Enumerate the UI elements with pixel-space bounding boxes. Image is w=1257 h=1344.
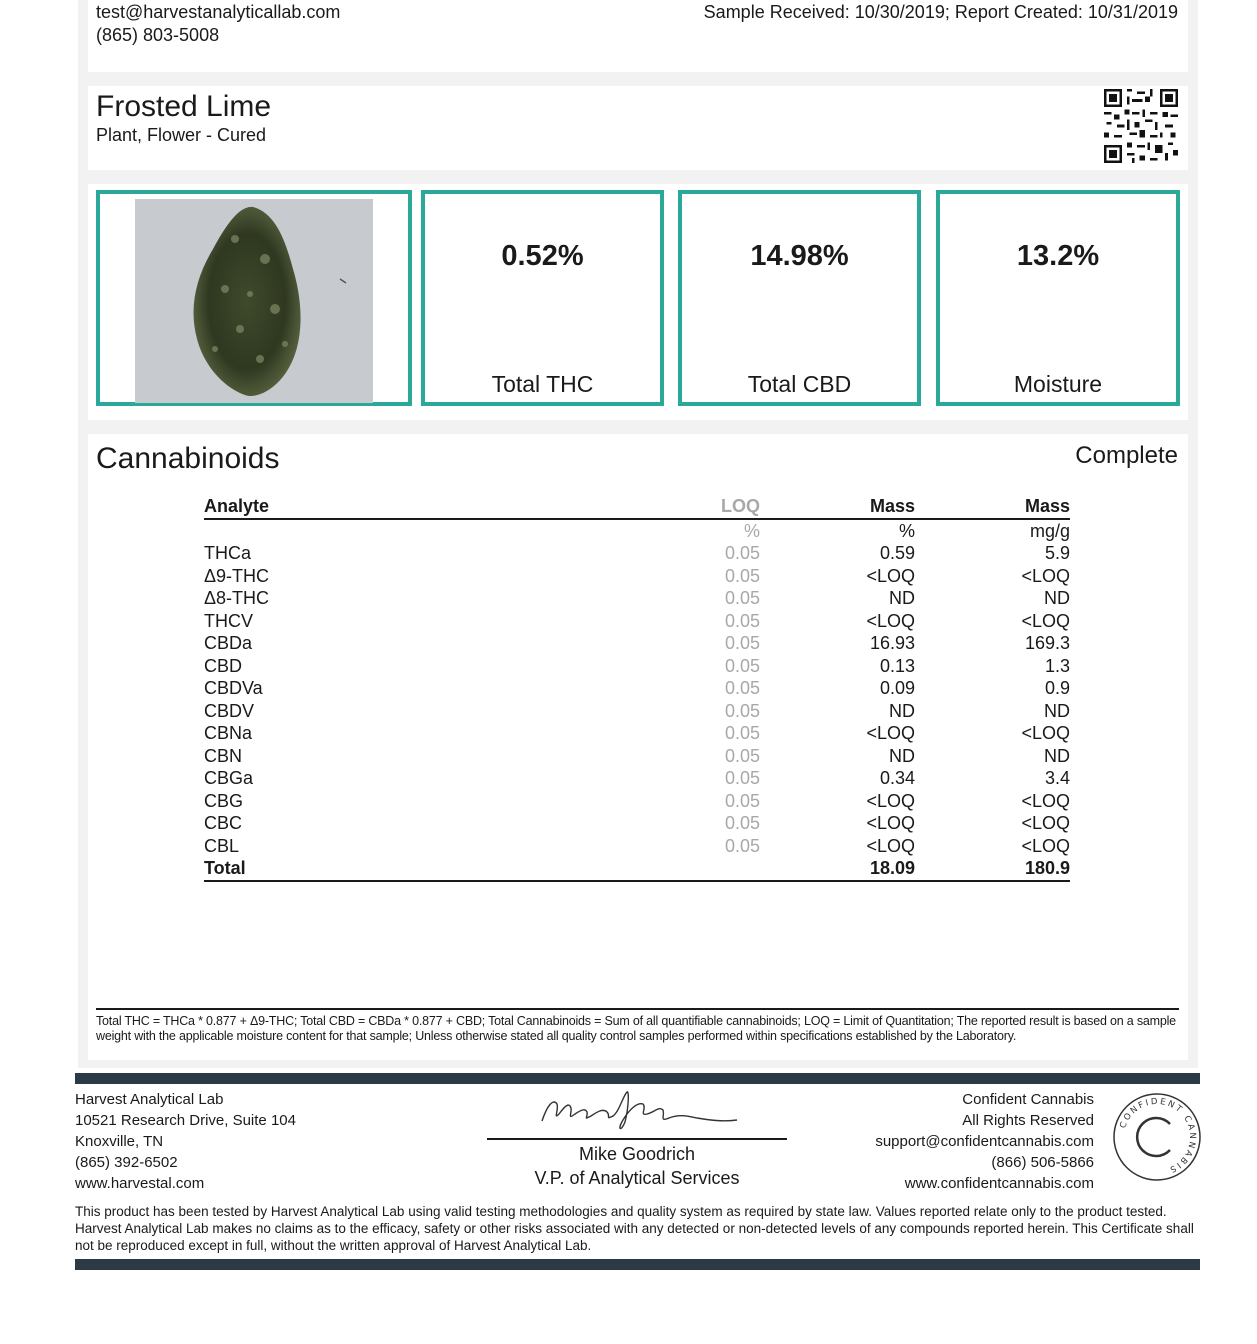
- table-row: [204, 565, 1070, 588]
- mass-percent-value: 0.59: [879, 543, 915, 563]
- footnote: Total THC = THCa * 0.877 + Δ9-THC; Total CBD = CBDa * 0.877 + CBD; Total Cannabinoids = Sum of all quantifiable cannabinoids; LOQ = Limit of Quantitation; The reported result is based on a sample weight with the applicable moisture content for that sample; Unless otherwise stated all quality control samples performed within specifications established by the Laboratory.: [96, 1008, 1179, 1044]
- total-cbd-tile: [678, 190, 921, 406]
- table-row: [204, 722, 1070, 745]
- moisture-label: Moisture: [1013, 371, 1103, 397]
- table-row: [204, 790, 1070, 813]
- lab-email[interactable]: test@harvestanalyticallab.com: [96, 2, 341, 22]
- loq-value: 0.05: [724, 813, 760, 833]
- provider-rights: All Rights Reserved: [962, 1112, 1094, 1129]
- column-header-analyte: Analyte: [204, 495, 684, 519]
- analyte-name: CBG: [204, 790, 244, 811]
- analyte-name: CBDVa: [204, 678, 263, 698]
- mass-percent-value: <LOQ: [866, 790, 915, 811]
- provider-info: [875, 1089, 1094, 1194]
- analyte-name: Δ9-THC: [204, 565, 270, 586]
- mass-percent-value: <LOQ: [866, 723, 915, 743]
- analyte-name: THCV: [204, 610, 253, 631]
- total-thc-value: 0.52%: [501, 240, 584, 272]
- analyte-name: THCa: [204, 543, 252, 563]
- sample-photo[interactable]: [135, 199, 373, 403]
- unit-cell: [204, 519, 684, 543]
- logo-text: CONFIDENT CANNABIS: [1118, 1096, 1198, 1175]
- lab-phone: (865) 803-5008: [96, 25, 220, 45]
- mass-percent-value: 0.34: [879, 768, 915, 788]
- signature-block: [487, 1086, 787, 1190]
- loq-value: 0.05: [724, 588, 760, 608]
- mass-percent-value: ND: [889, 700, 915, 721]
- cannabinoid-table: [204, 495, 1070, 882]
- table-row: [204, 542, 1070, 565]
- loq-value: 0.05: [724, 565, 760, 586]
- loq-value: 0.05: [724, 700, 760, 721]
- analyte-name: CBN: [204, 745, 243, 766]
- section-title: Cannabinoids: [96, 442, 280, 475]
- signer-role: V.P. of Analytical Services: [534, 1168, 740, 1188]
- footer-top-bar: [75, 1073, 1200, 1084]
- lab-website-link[interactable]: www.harvestal.com: [75, 1175, 205, 1192]
- loq-value: 0.05: [724, 745, 760, 766]
- mass-mg-value: <LOQ: [1021, 610, 1070, 631]
- analyte-name: CBC: [204, 813, 243, 833]
- mass-mg-value: ND: [1044, 700, 1070, 721]
- svg-text:CONFIDENT CANNABIS: [1118, 1097, 1197, 1175]
- mass-percent-value: ND: [889, 588, 915, 608]
- mass-mg-value: 0.9: [1044, 678, 1070, 698]
- mass-mg-value: <LOQ: [1021, 723, 1070, 743]
- unit-cell: %: [743, 520, 760, 541]
- product-type: Plant, Flower - Cured: [96, 125, 267, 145]
- mass-percent-value: ND: [889, 745, 915, 766]
- unit-cell: mg/g: [1029, 520, 1070, 541]
- lab-address-line2: Knoxville, TN: [75, 1133, 164, 1150]
- moisture-value: 13.2%: [1016, 240, 1100, 272]
- summary-card: [88, 184, 1188, 420]
- mass-percent-value: <LOQ: [866, 610, 915, 631]
- table-row: [204, 610, 1070, 633]
- total-mass-percent: 18.09: [760, 857, 915, 881]
- total-label: Total: [204, 857, 684, 881]
- table-header-row: [204, 495, 1070, 519]
- contact-card: [88, 0, 1188, 72]
- total-cbd-value: 14.98%: [750, 240, 849, 272]
- qr-code-icon[interactable]: [1104, 89, 1178, 163]
- table-row: [204, 700, 1070, 723]
- analyte-name: CBL: [204, 835, 240, 856]
- total-loq: [684, 857, 760, 881]
- lab-name: Harvest Analytical Lab: [75, 1091, 224, 1108]
- signer-name: Mike Goodrich: [578, 1144, 696, 1164]
- table-row: [204, 835, 1070, 858]
- provider-email-link[interactable]: support@confidentcannabis.com: [875, 1133, 1094, 1150]
- column-header-loq: LOQ: [684, 495, 760, 519]
- mass-percent-value: <LOQ: [866, 835, 915, 856]
- lab-address-line1: 10521 Research Drive, Suite 104: [75, 1112, 296, 1129]
- mass-percent-value: 0.09: [879, 678, 915, 698]
- unit-cell: %: [898, 520, 915, 541]
- provider-website-link[interactable]: www.confidentcannabis.com: [904, 1175, 1094, 1192]
- disclaimer: This product has been tested by Harvest Analytical Lab using valid testing methodologies and quality system as required by state law. Values reported relate only to the product tested. Harvest Analytical Lab makes no claims as to the efficacy, safety or other risks associated with any detected or non-detected levels of any compounds reported herein. This Certificate shall not be reproduced except in full, without the written approval of Harvest Analytical Lab.: [75, 1204, 1194, 1253]
- total-cbd-label: Total CBD: [747, 371, 852, 397]
- loq-value: 0.05: [724, 655, 760, 676]
- mass-percent-value: 0.13: [879, 655, 915, 676]
- mass-mg-value: 3.4: [1044, 768, 1070, 788]
- analyte-name: CBGa: [204, 768, 254, 788]
- report-dates: Sample Received: 10/30/2019; Report Created: 10/31/2019: [703, 2, 1178, 22]
- mass-mg-value: 1.3: [1044, 655, 1070, 676]
- table-row: [204, 632, 1070, 655]
- analyte-name: CBNa: [204, 723, 253, 743]
- loq-value: 0.05: [724, 610, 760, 631]
- signature-image: [487, 1086, 787, 1140]
- loq-value: 0.05: [724, 835, 760, 856]
- lab-info: [75, 1089, 296, 1194]
- analyte-name: CBDV: [204, 700, 255, 721]
- loq-value: 0.05: [724, 633, 760, 653]
- total-thc-tile: [421, 190, 664, 406]
- confident-cannabis-logo-icon: [1112, 1092, 1202, 1182]
- status-label: Complete: [1075, 442, 1178, 469]
- total-thc-label: Total THC: [491, 371, 594, 397]
- moisture-tile: [936, 190, 1180, 406]
- units-row: [204, 519, 1070, 543]
- total-row: [204, 857, 1070, 881]
- mass-mg-value: 169.3: [1024, 633, 1070, 653]
- total-mass-mg: 180.9: [915, 857, 1070, 881]
- cannabinoids-card: [88, 434, 1188, 1060]
- footer-bottom-bar: [75, 1259, 1200, 1270]
- analyte-name: CBDa: [204, 633, 253, 653]
- mass-percent-value: 16.93: [869, 633, 915, 653]
- table-row: [204, 767, 1070, 790]
- mass-mg-value: ND: [1044, 745, 1070, 766]
- provider-phone: (866) 506-5866: [991, 1154, 1094, 1171]
- table-row: [204, 655, 1070, 678]
- provider-name: Confident Cannabis: [962, 1091, 1094, 1108]
- loq-value: 0.05: [724, 768, 760, 788]
- table-row: [204, 812, 1070, 835]
- mass-mg-value: 5.9: [1044, 543, 1070, 563]
- mass-percent-value: <LOQ: [866, 565, 915, 586]
- mass-mg-value: <LOQ: [1021, 565, 1070, 586]
- product-name: Frosted Lime: [96, 90, 272, 123]
- mass-mg-value: ND: [1044, 588, 1070, 608]
- lab-footer-phone: (865) 392-6502: [75, 1154, 178, 1171]
- loq-value: 0.05: [724, 790, 760, 811]
- sample-photo-tile: [96, 190, 412, 406]
- table-row: [204, 677, 1070, 700]
- table-row: [204, 587, 1070, 610]
- column-header-mass-percent: Mass: [760, 495, 915, 519]
- mass-mg-value: <LOQ: [1021, 813, 1070, 833]
- mass-percent-value: <LOQ: [866, 813, 915, 833]
- analyte-name: Δ8-THC: [204, 588, 270, 608]
- product-card: [88, 86, 1188, 170]
- mass-mg-value: <LOQ: [1021, 790, 1070, 811]
- column-header-mass-mg: Mass: [915, 495, 1070, 519]
- loq-value: 0.05: [724, 543, 760, 563]
- flower-bud-image: [135, 199, 373, 403]
- table-row: [204, 745, 1070, 768]
- mass-mg-value: <LOQ: [1021, 835, 1070, 856]
- analyte-name: CBD: [204, 655, 243, 676]
- signature-icon: [487, 1086, 787, 1138]
- loq-value: 0.05: [724, 678, 760, 698]
- loq-value: 0.05: [724, 723, 760, 743]
